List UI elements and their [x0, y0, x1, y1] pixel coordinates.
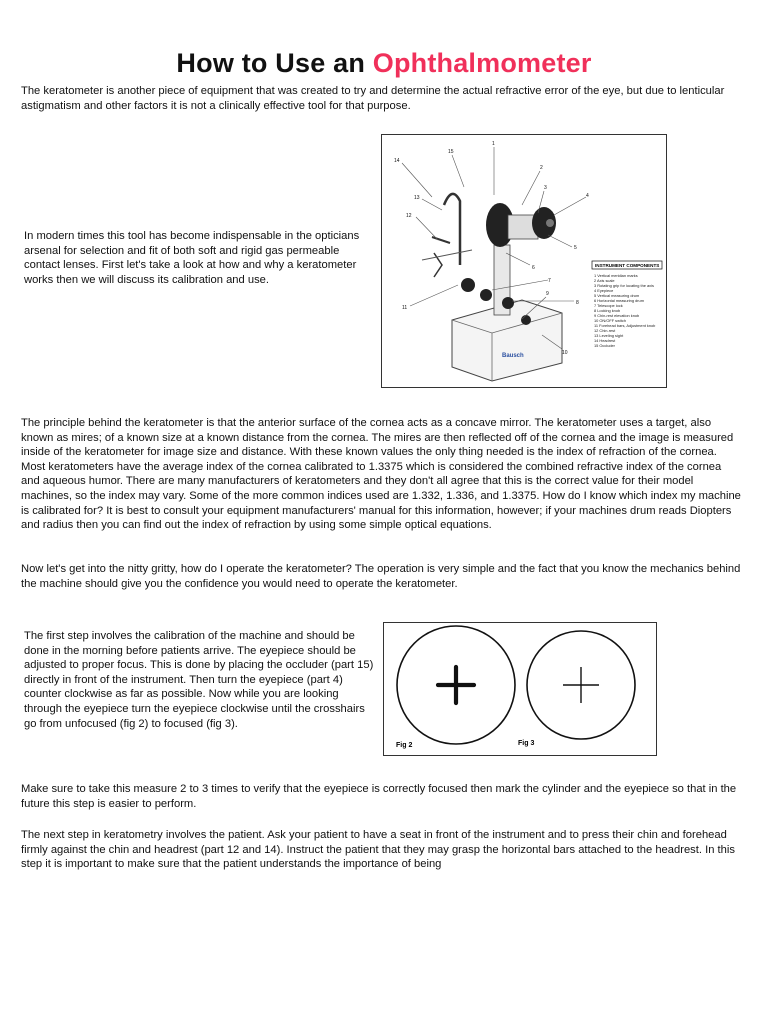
component-item: 10 ON/OFF switch	[594, 318, 626, 323]
component-item: 2 Axis scale	[594, 278, 615, 283]
title-prefix: How to Use an	[176, 48, 366, 78]
callout-2: 2	[540, 165, 543, 171]
callout-9: 9	[546, 291, 549, 297]
callout-5: 5	[574, 245, 577, 251]
callout-8: 8	[576, 300, 579, 306]
title-accent: Ophthalmometer	[372, 48, 592, 78]
page-title	[0, 48, 768, 79]
component-item: 8 Locking knob	[594, 308, 621, 313]
callout-6: 6	[532, 265, 535, 271]
paragraph-principle: The principle behind the keratometer is that the anterior surface of the cornea acts as a concave mirror. The keratometer uses a target, also known as mires; of a known size at a known distance from the cornea. The mires are then reflected off of the cornea and the image is measured inside of the keratometer for image size and distance. With these known values the only thing needed is the index of refraction of the cornea. Most keratometers have the average index of the cornea calibrated to 1.3375 which is considered the combined refractive index of the cornea and aqueous humor. There are many manufacturers of keratometers and they don't all agree that this is the correct value for their model machines, so the index may vary. Some of the more common indices used are 1.332, 1.336, and 1.3375. How do I know which index my machine is calibrated for? It is best to consult your equipment manufacturers' manual for this information, however; if your machines drum reads Diopters and radius then you can find out the index of refraction by using some simple optical equations.	[21, 417, 741, 532]
callout-15: 15	[448, 149, 454, 155]
component-item: 15 Occluder	[594, 343, 615, 348]
crosshair-illustration	[384, 623, 656, 755]
component-item: 7 Telescope lock	[594, 303, 623, 308]
callout-3: 3	[544, 185, 547, 191]
callout-4: 4	[586, 193, 589, 199]
paragraph-make-sure: Make sure to take this measure 2 to 3 times to verify that the eyepiece is correctly focused then mark the cylinder and the eyepiece so that in the future this step is easier to perform.	[21, 783, 737, 810]
component-item: 6 Horizontal measuring drum	[594, 298, 644, 303]
components-panel-title: INSTRUMENT COMPONENTS	[595, 263, 660, 268]
fig-3-label: Fig 3	[518, 740, 535, 747]
paragraph-intro: The keratometer is another piece of equipment that was created to try and determine the actual refractive error of the eye, but due to lenticular astigmatism and other factors it is not a clinically effective tool for that purpose.	[21, 85, 725, 112]
focused-crosshair	[563, 667, 599, 703]
fig-2-label: Fig 2	[396, 742, 413, 749]
paragraph-next-step: The next step in keratometry involves the patient. Ask your patient to have a seat in front of the instrument and to press their chin and forehead firmly against the chin and headrest (part 12 and 14). Instruct the patient that they may grasp the horizontal bars attached to the headrest. In this step it is important to make sure that the patient understands the importance of being	[21, 829, 735, 871]
component-item: 9 Chin-rest elevation knob	[594, 313, 640, 318]
component-item: 5 Vertical measuring drum	[594, 293, 640, 298]
component-item: 12 Chin-rest	[594, 328, 616, 333]
component-item: 11 Forehead bars, Adjustment knob	[594, 323, 656, 328]
paragraph-first-step: The first step involves the calibration of the machine and should be done in the morning before patients arrive. The eyepiece should be adjusted to proper focus. This is done by placing the occluder (part 15) directly in front of the instrument. Then turn the eyepiece (part 4) counter clockwise as far as possible. Now while you are looking through the eyepiece turn the eyepiece clockwise until the crosshairs go from unfocused (fig 2) to focused (fig 3).	[24, 630, 374, 730]
callout-10: 10	[562, 350, 568, 356]
keratometer-figure	[381, 134, 667, 388]
component-item: 4 Eyepiece	[594, 288, 614, 293]
callout-12: 12	[406, 213, 412, 219]
brand-label: Bausch	[502, 353, 524, 359]
component-item: 13 Leveling sight	[594, 333, 624, 338]
component-item: 14 Headrest	[594, 338, 616, 343]
callout-11: 11	[402, 305, 408, 311]
paragraph-modern: In modern times this tool has become indispensable in the opticians arsenal for selection and fit of both soft and rigid gas permeable contact lenses. First let's take a look at how and why a keratometer works then we will discuss its calibration and use.	[24, 230, 360, 286]
component-item: 1 Vertical meridian marks	[594, 273, 638, 278]
callout-7: 7	[548, 278, 551, 284]
callout-13: 13	[414, 195, 420, 201]
callout-14: 14	[394, 158, 400, 164]
crosshair-figure	[383, 622, 657, 756]
callout-1: 1	[492, 141, 495, 147]
component-item: 3 Rotating grip for locating the axis	[594, 283, 654, 288]
paragraph-nitty-gritty: Now let's get into the nitty gritty, how do I operate the keratometer? The operation is very simple and the fact that you know the mechanics behind the machine should give you the confidence you would need to operate the keratometer.	[21, 563, 741, 590]
unfocused-crosshair	[438, 667, 474, 703]
keratometer-illustration	[382, 135, 666, 387]
